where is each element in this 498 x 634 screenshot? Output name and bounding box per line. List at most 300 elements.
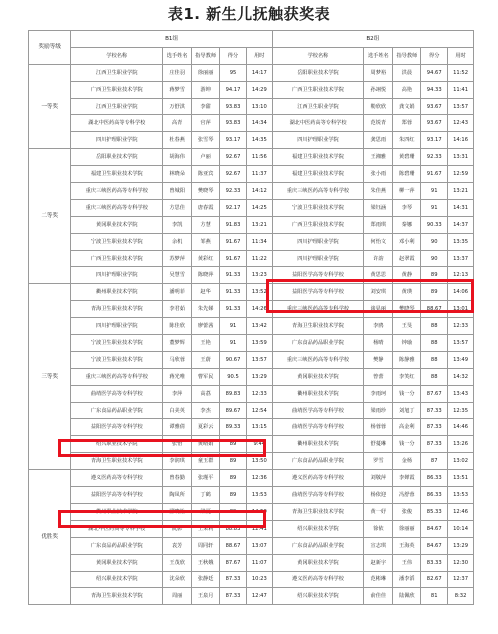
b1-col-score: 得分 [220,47,247,64]
b1-contestant-cell: 方思佳 [163,199,192,216]
b2-score-cell: 91 [421,183,448,200]
b2-col-contestant: 选手姓名 [364,47,393,64]
b1-time-cell: 13:59 [246,335,272,352]
b2-score-cell: 94.33 [421,81,448,98]
b1-school-cell: 湖北中医药高等专科学校 [71,115,163,132]
b1-score-cell: 91.33 [220,301,247,318]
b2-contestant-cell: 刘安琪 [364,284,393,301]
b1-school-cell: 广西卫生职业技术学院 [71,81,163,98]
b2-time-cell: 13:57 [448,335,474,352]
table-row [29,115,474,132]
b2-score-cell: 94.67 [421,64,448,81]
b2-contestant-cell: 杨蓉蓉 [364,419,393,436]
b1-time-cell: 13:10 [246,98,272,115]
b2-school-cell: 曲靖医学高等专科学校 [272,402,364,419]
group-b1-header: B1组 [71,31,272,48]
b1-contestant-cell: 周丽 [163,588,192,605]
b1-school-cell: 宁波卫生职业技术学院 [71,233,163,250]
b1-time-cell: 11:07 [246,554,272,571]
b1-school-cell: 江西卫生职业学院 [71,64,163,81]
b1-time-cell: 11:22 [246,250,272,267]
b1-school-cell: 曲靖医学高等专科学校 [71,385,163,402]
table-row [29,402,474,419]
b1-contestant-cell: 杜春燕 [163,132,192,149]
b1-teacher-cell: 王秋娥 [192,554,220,571]
b2-contestant-cell: 梁雨珍 [364,402,393,419]
b2-teacher-cell: 钱一分 [393,436,421,453]
b2-school-cell: 重庆三峡医药高等专科学校 [272,351,364,368]
b1-score-cell: 91.67 [220,250,247,267]
b1-time-cell: 12:33 [246,385,272,402]
b2-score-cell: 93.67 [421,98,448,115]
b2-time-cell: 13:51 [448,470,474,487]
b2-teacher-cell: 郑蓉 [393,115,421,132]
b1-score-cell: 95 [220,64,247,81]
b1-time-cell: 13:42 [246,318,272,335]
table-row [29,132,474,149]
b1-school-cell: 青海卫生职业技术学院 [71,301,163,318]
b2-teacher-cell: 陆佩欣 [393,588,421,605]
b2-score-cell: 83.33 [421,554,448,571]
b2-school-cell: 广东食品药品职业学院 [272,537,364,554]
b1-teacher-cell: 梁夏 [192,503,220,520]
b1-time-cell: 12:41 [246,520,272,537]
b1-teacher-cell: 廖蕾茜 [192,318,220,335]
b1-contestant-cell: 李凯 [163,216,192,233]
b1-score-cell: 93.83 [220,98,247,115]
b1-contestant-cell: 庄佳羽 [163,64,192,81]
b2-school-cell: 四川护理职业学院 [272,250,364,267]
b2-school-cell: 衢州职业技术学院 [272,436,364,453]
b1-contestant-cell: 董梦辉 [163,335,192,352]
b1-contestant-cell: 苏梦萍 [163,250,192,267]
b1-score-cell: 87.33 [220,588,247,605]
b1-score-cell: 89.33 [220,419,247,436]
b1-teacher-cell: 张雪琴 [192,132,220,149]
b2-teacher-cell: 高艳 [393,81,421,98]
b2-contestant-cell: 勒欣欣 [364,98,393,115]
b1-teacher-cell: 邹燕 [192,233,220,250]
award-level-cell: 三等奖 [29,284,71,470]
b1-score-cell: 92.17 [220,199,247,216]
b2-time-cell: 13:49 [448,351,474,368]
b2-school-cell: 益阳医学高等专科学校 [272,284,364,301]
b1-contestant-cell: 蒋光唯 [163,368,192,385]
b1-contestant-cell: 王茂欣 [163,554,192,571]
b1-teacher-cell: 李杰 [192,402,220,419]
b1-time-cell: 14:12 [246,183,272,200]
b1-teacher-cell: 王艳 [192,335,220,352]
b2-score-cell: 87.67 [421,385,448,402]
b1-teacher-cell: 卢丽 [192,149,220,166]
b2-school-cell: 广西卫生职业技术学院 [272,216,364,233]
b2-contestant-cell: 杨依迎 [364,487,393,504]
b1-time-cell: 14:26 [246,301,272,318]
b2-contestant-cell: 王湘雅 [364,149,393,166]
b2-contestant-cell: 郑雨琪 [364,216,393,233]
b2-score-cell: 90 [421,250,448,267]
b2-score-cell: 89 [421,267,448,284]
b2-contestant-cell: 罗雪 [364,453,393,470]
b1-time-cell: 11:56 [246,149,272,166]
b2-teacher-cell: 赵翠霞 [393,250,421,267]
b2-time-cell: 13:01 [448,301,474,318]
b2-contestant-cell: 徐依 [364,520,393,537]
b1-school-cell: 宁波卫生职业技术学院 [71,335,163,352]
b1-score-cell: 88.67 [220,537,247,554]
b2-teacher-cell: 钟瑜 [393,335,421,352]
table-row [29,571,474,588]
b1-score-cell: 91.83 [220,216,247,233]
b1-score-cell: 89 [220,487,247,504]
b1-teacher-cell: 官萍 [192,115,220,132]
b2-time-cell: 14:31 [448,199,474,216]
b2-teacher-cell: 潘李滔 [393,571,421,588]
table-row [29,318,474,335]
table-row [29,503,474,520]
b2-teacher-cell: 龚文娟 [393,98,421,115]
b2-contestant-cell: 许韵 [364,250,393,267]
b2-col-time: 用时 [448,47,474,64]
b2-time-cell: 10:14 [448,520,474,537]
b1-school-cell: 广西卫生职业技术学院 [71,250,163,267]
b2-school-cell: 江西卫生职业学院 [272,98,364,115]
b2-teacher-cell: 黄静 [393,267,421,284]
b2-school-cell: 宁波卫生职业技术学院 [272,199,364,216]
b1-time-cell: 13:52 [246,284,272,301]
b1-col-contestant: 选手姓名 [163,47,192,64]
b1-time-cell: 13:23 [246,267,272,284]
b2-teacher-cell: 冯舒蓉 [393,487,421,504]
b1-col-time: 用时 [246,47,272,64]
table-row [29,335,474,352]
b2-school-cell: 曲靖医学高等专科学校 [272,487,364,504]
b2-time-cell: 12:35 [448,402,474,419]
b2-school-cell: 绍兴职业技术学院 [272,520,364,537]
b1-contestant-cell: 陈佳欣 [163,318,192,335]
b1-teacher-cell: 张瑾平 [192,470,220,487]
b1-contestant-cell: 沈朵欣 [163,571,192,588]
b2-time-cell: 12:46 [448,503,474,520]
b2-contestant-cell: 赵新宇 [364,554,393,571]
b1-school-cell: 遵义医药高等专科学校 [71,470,163,487]
b1-teacher-cell: 王茉莉 [192,520,220,537]
b1-time-cell: 12:47 [246,588,272,605]
b1-score-cell: 89 [220,470,247,487]
b2-score-cell: 93.67 [421,115,448,132]
b2-teacher-cell: 李笑红 [393,368,421,385]
b2-contestant-cell: 朱佳燕 [364,183,393,200]
b2-time-cell: 13:37 [448,250,474,267]
b2-school-cell: 遵义医药高等专科学校 [272,470,364,487]
b1-contestant-cell: 阮影 [163,520,192,537]
b2-score-cell: 85.33 [421,503,448,520]
table-row [29,149,474,166]
b1-time-cell: 11:34 [246,233,272,250]
table-row [29,216,474,233]
b1-teacher-cell: 黄晴娟 [192,436,220,453]
table-row [29,453,474,470]
b2-teacher-cell: 王海英 [393,537,421,554]
b1-school-cell: 四川护理职业学院 [71,318,163,335]
b2-score-cell: 93.17 [421,132,448,149]
b2-score-cell: 86.33 [421,470,448,487]
b1-contestant-cell: 李润琪 [163,453,192,470]
b2-time-cell: 13:35 [448,233,474,250]
b1-school-cell: 衢州职业技术学院 [71,284,163,301]
b2-time-cell: 13:31 [448,149,474,166]
b2-teacher-cell: 黄瑛 [393,284,421,301]
b1-school-cell: 益阳医学高等专科学校 [71,487,163,504]
b2-school-cell: 四川护理职业学院 [272,132,364,149]
table-row [29,166,474,183]
b2-contestant-cell: 樊静 [364,351,393,368]
table-row [29,351,474,368]
b2-school-cell: 广东食品药品职业学院 [272,453,364,470]
b1-time-cell: 14:59 [246,503,272,520]
b1-score-cell: 90.5 [220,368,247,385]
b2-contestant-cell: 范锐青 [364,115,393,132]
b1-school-cell: 绍兴职业技术学院 [71,436,163,453]
b2-time-cell: 11:41 [448,81,474,98]
b1-teacher-cell: 张静廷 [192,571,220,588]
b1-score-cell: 88.83 [220,520,247,537]
b2-contestant-cell: 范彬琳 [364,571,393,588]
b2-teacher-cell: 刘旭丁 [393,402,421,419]
b1-teacher-cell: 曹军民 [192,368,220,385]
b1-contestant-cell: 蒋梦雪 [163,81,192,98]
b1-time-cell: 14:29 [246,81,272,98]
table-row [29,199,474,216]
b2-time-cell: 12:37 [448,571,474,588]
b1-score-cell: 89 [220,453,247,470]
b2-contestant-cell: 黄一妤 [364,503,393,520]
b2-score-cell: 81 [421,588,448,605]
b1-score-cell: 91.33 [220,284,247,301]
b1-teacher-cell: 童玉群 [192,453,220,470]
b2-school-cell: 绍兴职业技术学院 [272,588,364,605]
b2-school-cell: 黄冈职业技术学院 [272,368,364,385]
b2-teacher-cell: 陈静雅 [393,351,421,368]
b1-teacher-cell: 陈亚宾 [192,166,220,183]
b1-score-cell: 87.33 [220,571,247,588]
b1-contestant-cell: 陶凤所 [163,487,192,504]
b1-contestant-cell: 高青 [163,115,192,132]
b1-school-cell: 广东食品药品职业学院 [71,402,163,419]
b1-time-cell: 13:57 [246,351,272,368]
b2-contestant-cell: 李鸥 [364,318,393,335]
table-row [29,64,474,81]
b2-teacher-cell: 王伟 [393,554,421,571]
b2-score-cell: 88.67 [421,301,448,318]
b1-col-school: 学校名称 [71,47,163,64]
b2-school-cell: 广西卫生职业技术学院 [272,81,364,98]
b1-contestant-cell: 万舒淇 [163,98,192,115]
b1-school-cell: 重庆三峡医药高等专科学校 [71,199,163,216]
b2-score-cell: 87 [421,453,448,470]
b1-teacher-cell: 王蔚 [192,351,220,368]
b1-school-cell: 四川护理职业学院 [71,132,163,149]
b2-score-cell: 88 [421,368,448,385]
b2-score-cell: 91.67 [421,166,448,183]
b1-time-cell: 14:17 [246,64,272,81]
b1-contestant-cell: 谭雅倩 [163,419,192,436]
b2-time-cell: 14:32 [448,368,474,385]
b1-school-cell: 四川护理职业学院 [71,267,163,284]
b1-score-cell: 90.67 [220,351,247,368]
table-row [29,554,474,571]
award-table [28,30,474,605]
b2-contestant-cell: 孙翊悦 [364,81,393,98]
table-row [29,284,474,301]
table-title: 表1. 新生儿抚触获奖表 [167,5,331,23]
award-level-cell: 优胜奖 [29,470,71,605]
b1-score-cell: 91.33 [220,267,247,284]
b1-contestant-cell: 曾城阳 [163,183,192,200]
b2-school-cell: 湖北中医药高等专科学校 [272,115,364,132]
b2-school-cell: 曲靖医学高等专科学校 [272,419,364,436]
b2-score-cell: 82.67 [421,571,448,588]
b1-contestant-cell: 李君茹 [163,301,192,318]
b1-school-cell: 青海卫生职业技术学院 [71,588,163,605]
b2-school-cell: 四川护理职业学院 [272,233,364,250]
b2-time-cell: 13:43 [448,385,474,402]
b1-teacher-cell: 黄彩红 [192,250,220,267]
b1-school-cell: 重庆三峡医药高等专科学校 [71,183,163,200]
table-row [29,419,474,436]
b2-time-cell: 14:46 [448,419,474,436]
b1-contestant-cell: 张怡 [163,436,192,453]
b2-contestant-cell: 张小雨 [364,166,393,183]
b2-time-cell: 13:29 [448,537,474,554]
b2-school-cell: 青海卫生职业技术学院 [272,318,364,335]
b1-contestant-cell: 吴慧雪 [163,267,192,284]
b2-col-school: 学校名称 [272,47,364,64]
b2-school-cell: 遵义医药高等专科学校 [272,571,364,588]
b2-teacher-cell: 黄碧珊 [393,149,421,166]
b2-score-cell: 88 [421,335,448,352]
b1-school-cell: 青海卫生职业技术学院 [71,453,163,470]
level-column-header: 奖励等级 [29,31,71,65]
b1-school-cell: 福建卫生职业技术学院 [71,166,163,183]
b1-score-cell: 91 [220,335,247,352]
b2-contestant-cell: 何怡文 [364,233,393,250]
b1-score-cell: 92.33 [220,183,247,200]
b2-score-cell: 87.33 [421,419,448,436]
b1-time-cell: 12:54 [246,402,272,419]
b2-contestant-cell: 李雨珂 [364,385,393,402]
table-row [29,81,474,98]
b1-teacher-cell: 陈晓萍 [192,267,220,284]
b1-score-cell: 89.83 [220,385,247,402]
b2-col-teacher: 指导教师 [393,47,421,64]
b2-score-cell: 87.33 [421,402,448,419]
b2-score-cell: 88 [421,318,448,335]
b2-school-cell: 黄冈职业技术学院 [272,554,364,571]
table-row [29,267,474,284]
b1-teacher-cell: 徐丽丽 [192,64,220,81]
b2-school-cell: 岳阳职业技术学院 [272,64,364,81]
b2-time-cell: 8:32 [448,588,474,605]
b1-contestant-cell: 白美英 [163,402,192,419]
b1-teacher-cell: 周同轩 [192,537,220,554]
b1-school-cell: 黄冈职业技术学院 [71,554,163,571]
b2-time-cell: 11:52 [448,64,474,81]
b1-school-cell: 江西卫生职业学院 [71,98,163,115]
b1-col-teacher: 指导教师 [192,47,220,64]
b1-contestant-cell: 郦晓怡 [163,503,192,520]
b1-teacher-cell: 方慧 [192,216,220,233]
b2-score-cell: 92.33 [421,149,448,166]
b1-time-cell: 10:23 [246,571,272,588]
b1-time-cell: 13:29 [246,368,272,385]
table-row [29,470,474,487]
column-header-row [29,47,474,64]
b1-teacher-cell: 朱先娣 [192,301,220,318]
b2-teacher-cell: 朱四红 [393,132,421,149]
b1-score-cell: 89 [220,436,247,453]
b2-teacher-cell: 徐丽丽 [393,520,421,537]
b2-contestant-cell: 谈显丽 [364,301,393,318]
b2-time-cell: 12:33 [448,318,474,335]
b2-teacher-cell: 秦娜 [393,216,421,233]
b1-teacher-cell: 唐春霞 [192,199,220,216]
b2-school-cell: 青海卫生职业技术学院 [272,503,364,520]
table-row [29,537,474,554]
b2-score-cell: 87.33 [421,436,448,453]
b2-teacher-cell: 樊晓琴 [393,301,421,318]
b1-contestant-cell: 马欣蓉 [163,351,192,368]
group-b2-header: B2组 [272,31,473,48]
b1-score-cell: 93.83 [220,115,247,132]
b2-school-cell: 重庆三峡医药高等专科学校 [272,183,364,200]
b2-time-cell: 12:13 [448,267,474,284]
b2-contestant-cell: 舒蔓琳 [364,436,393,453]
table-row [29,520,474,537]
b1-school-cell: 宁波卫生职业技术学院 [71,351,163,368]
b2-teacher-cell: 洪晨 [393,64,421,81]
b1-teacher-cell: 李甜 [192,98,220,115]
b2-time-cell: 12:59 [448,166,474,183]
b1-score-cell: 87.67 [220,554,247,571]
b1-teacher-cell: 王泉月 [192,588,220,605]
b2-contestant-cell: 刘敬萍 [364,470,393,487]
b2-score-cell: 90.33 [421,216,448,233]
b1-time-cell: 13:53 [246,487,272,504]
b1-teacher-cell: 高荔 [192,385,220,402]
b2-teacher-cell: 柳一萍 [393,183,421,200]
b2-contestant-cell: 俞佳佳 [364,588,393,605]
b1-contestant-cell: 林晓朵 [163,166,192,183]
b1-school-cell: 绍兴职业技术学院 [71,571,163,588]
b1-teacher-cell: 夏彩云 [192,419,220,436]
table-row [29,436,474,453]
table-row [29,183,474,200]
b1-time-cell: 12:36 [246,470,272,487]
b1-school-cell: 益阳医学高等专科学校 [71,419,163,436]
b2-score-cell: 89 [421,284,448,301]
b2-teacher-cell: 李琴 [393,199,421,216]
b2-contestant-cell: 杨晴 [364,335,393,352]
b1-school-cell: 黄冈职业技术学院 [71,216,163,233]
b2-time-cell: 13:02 [448,453,474,470]
b2-time-cell: 13:26 [448,436,474,453]
b1-school-cell: 广东食品药品职业学院 [71,537,163,554]
b2-time-cell: 13:57 [448,98,474,115]
table-row [29,98,474,115]
table-row [29,368,474,385]
b2-school-cell: 衢州职业技术学院 [272,385,364,402]
